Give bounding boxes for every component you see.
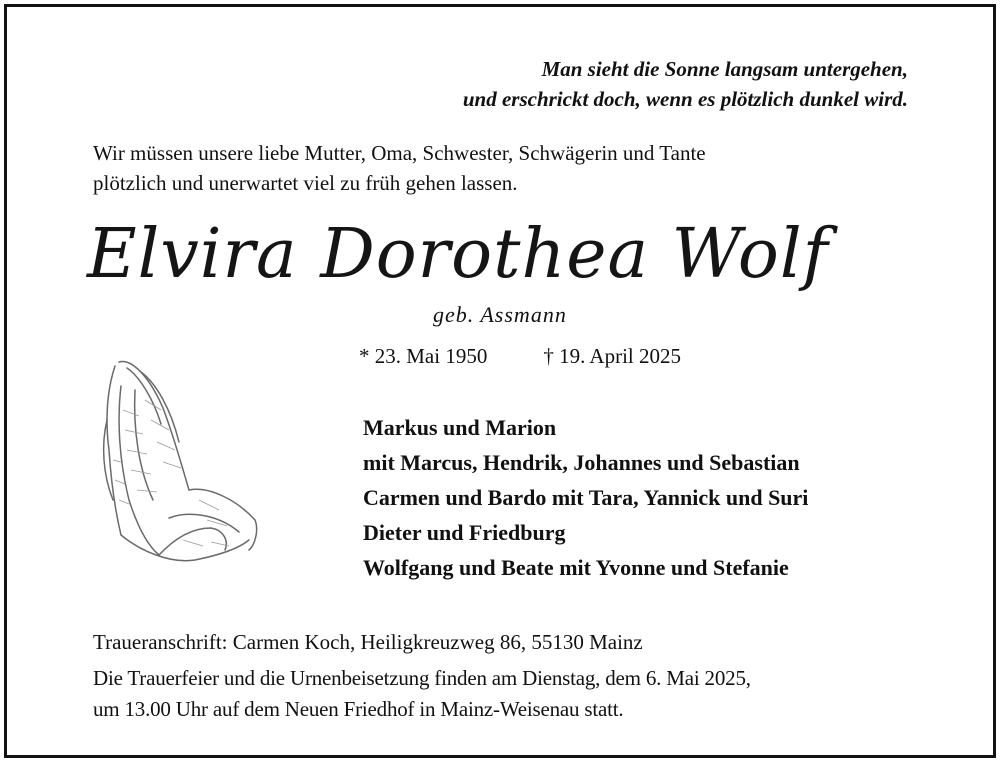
birth-date: * 23. Mai 1950 — [359, 344, 488, 368]
deceased-name: Elvira Dorothea Wolf — [87, 215, 829, 294]
motto-line-1: Man sieht die Sonne langsam untergehen, — [541, 57, 908, 81]
intro-line-1: Wir müssen unsere liebe Mutter, Oma, Schwester, Schwägerin und Tante — [93, 141, 706, 165]
service-line-2: um 13.00 Uhr auf dem Neuen Friedhof in Mainz-Weisenau statt. — [93, 697, 624, 721]
motto-line-2: und erschrickt doch, wenn es plötzlich dunkel wird. — [462, 87, 908, 111]
death-date: † 19. April 2025 — [543, 344, 681, 368]
praying-hands-icon — [99, 350, 259, 580]
mourning-address: Traueranschrift: Carmen Koch, Heiligkreuzweg 86, 55130 Mainz — [93, 630, 643, 654]
service-line-1: Die Trauerfeier und die Urnenbeisetzung finden am Dienstag, dem 6. Mai 2025, — [93, 666, 751, 690]
maiden-name: geb. Assmann — [433, 302, 567, 327]
family-line: Dieter und Friedburg — [363, 520, 566, 545]
family-line: Markus und Marion — [363, 415, 557, 440]
obituary-notice — [4, 4, 996, 758]
funeral-service-info — [93, 663, 751, 725]
motto-quote — [463, 54, 908, 114]
family-line: Wolfgang und Beate mit Yvonne und Stefanie — [363, 555, 789, 580]
family-line: Carmen und Bardo mit Tara, Yannick und Suri — [363, 485, 809, 510]
intro-line-2: plötzlich und unerwartet viel zu früh gehen lassen. — [93, 171, 518, 195]
family-list — [363, 410, 808, 585]
family-line: mit Marcus, Hendrik, Johannes und Sebastian — [363, 450, 800, 475]
life-dates — [359, 341, 681, 371]
intro-text — [93, 138, 706, 198]
